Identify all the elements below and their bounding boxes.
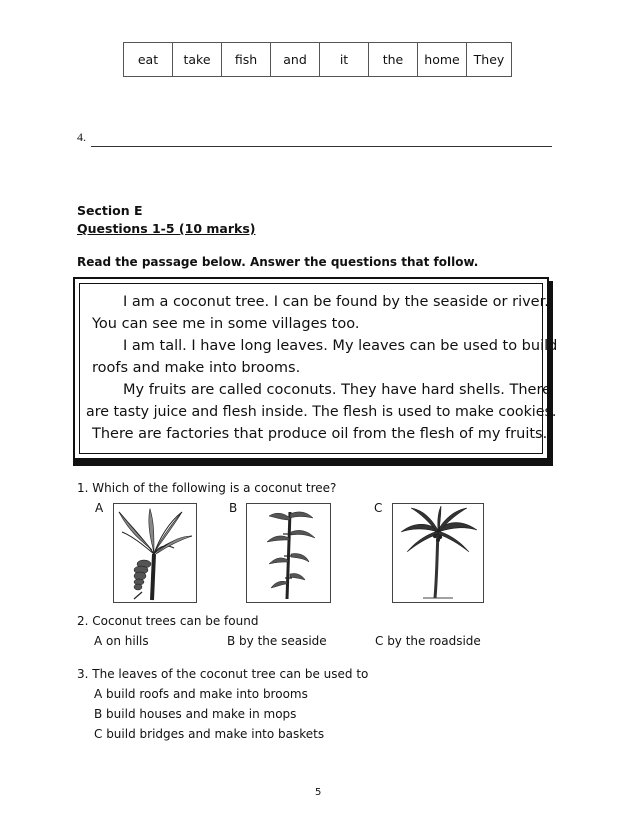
passage-box-shadow — [73, 460, 549, 466]
passage-line: My fruits are called coconuts. They have hard shells. There — [123, 382, 552, 398]
section-subtitle: Questions 1-5 (10 marks) — [77, 221, 256, 236]
word-cell: They — [467, 43, 512, 77]
word-cell: home — [418, 43, 467, 77]
passage-line: are tasty juice and flesh inside. The flesh is used to make cookies. — [86, 404, 557, 420]
word-cell: take — [173, 43, 222, 77]
option-b-image[interactable] — [246, 503, 331, 603]
passage-line: There are factories that produce oil from the flesh of my fruits. — [92, 426, 548, 442]
option-label-a: A — [95, 501, 104, 515]
banana-tree-icon — [114, 504, 196, 602]
word-bank-table — [123, 42, 512, 77]
passage-box — [73, 277, 558, 460]
bamboo-plant-icon — [247, 504, 330, 602]
option-c[interactable]: C build bridges and make into baskets — [94, 727, 325, 741]
word-cell: and — [271, 43, 320, 77]
option-a[interactable]: A build roofs and make into brooms — [94, 687, 308, 701]
word-cell: it — [320, 43, 369, 77]
option-label-b: B — [229, 501, 238, 515]
question-4-number: 4. — [77, 130, 86, 144]
section-title: Section E — [77, 203, 143, 218]
answer-line[interactable] — [91, 146, 552, 147]
passage-line: You can see me in some villages too. — [92, 316, 360, 332]
word-cell: eat — [124, 43, 173, 77]
option-a-image[interactable] — [113, 503, 197, 603]
question-3-text: 3. The leaves of the coconut tree can be used to — [77, 667, 369, 681]
option-c-image[interactable] — [392, 503, 484, 603]
option-label-c: C — [374, 501, 383, 515]
passage-line: I am a coconut tree. I can be found by the seaside or river. — [123, 294, 549, 310]
option-b[interactable]: B build houses and make in mops — [94, 707, 297, 721]
page-number: 5 — [315, 787, 322, 798]
question-2-text: 2. Coconut trees can be found — [77, 614, 259, 628]
option-c[interactable]: C by the roadside — [375, 634, 481, 648]
option-b[interactable]: B by the seaside — [227, 634, 327, 648]
coconut-palm-icon — [393, 504, 483, 602]
instruction-text: Read the passage below. Answer the questions that follow. — [77, 255, 479, 269]
passage-box-shadow — [549, 281, 553, 466]
option-a[interactable]: A on hills — [94, 634, 149, 648]
passage-line: roofs and make into brooms. — [92, 360, 301, 376]
word-cell: the — [369, 43, 418, 77]
question-1-text: 1. Which of the following is a coconut tree? — [77, 481, 337, 495]
passage-line: I am tall. I have long leaves. My leaves can be used to build — [123, 338, 558, 354]
word-cell: fish — [222, 43, 271, 77]
